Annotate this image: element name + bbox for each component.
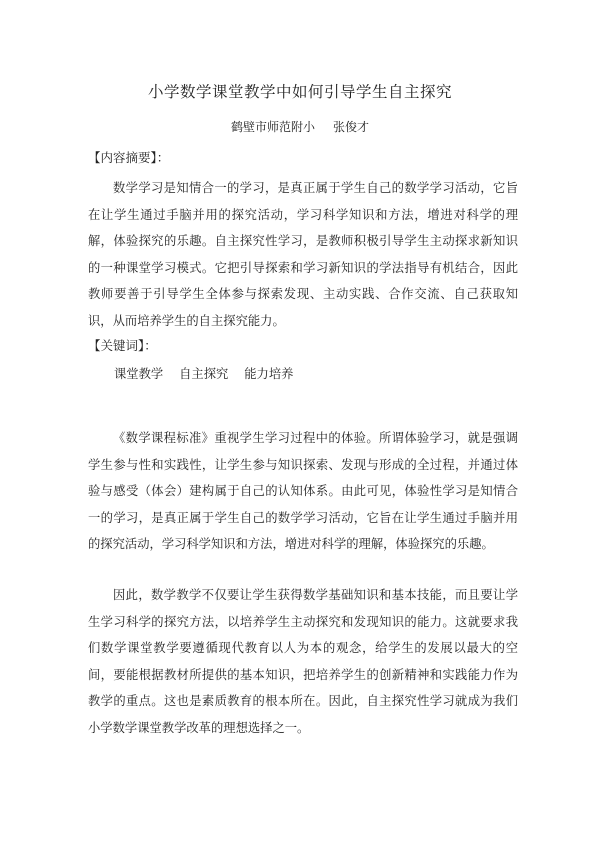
keywords-list [114,364,305,382]
abstract-label: 【内容摘要】： [88,150,170,165]
keyword-item: 课堂教学 [114,367,164,381]
keywords-label: 【关键词】： [88,338,157,353]
author-name: 张俊才 [333,120,370,134]
abstract-paragraph: 数学学习是知情合一的学习，是真正属于学生自己的数学学习活动，它旨在让学生通过手脑并用的探究活动，学习科学知识和方法，增进对科学的理解，体验探究的乐趣。自主探究性学习，是教师积极引导学生主动探求新知识的一种课堂学习模式。它把引导探索和学习新知识的学法指导有机结合，因此教师要善于引导学生全体参与探索发现、主动实践、合作交流、自己获取知识，从而培养学生的自主探究能力。 [88,181,518,328]
byline [0,118,600,135]
school-name: 鹤壁市师范附小 [230,120,315,134]
body-paragraph: 《数学课程标准》重视学生学习过程中的体验。所谓体验学习，就是强调学生参与性和实践性，让学生参与知识探索、发现与形成的全过程，并通过体验与感受（体会）建构属于自己的认知体系。由此可见，体验性学习是知情合一的学习，是真正属于学生自己的数学学习活动，它旨在让学生通过手脑并用的探究活动，学习科学知识和方法，增进对科学的理解，体验探究的乐趣。 [88,431,518,551]
keyword-item: 能力培养 [244,367,294,381]
document-title: 小学数学课堂教学中如何引导学生自主探究 [147,83,452,101]
keyword-item: 自主探究 [179,367,229,381]
body-paragraph: 因此，数学教学不仅要让学生获得数学基础知识和基本技能，而且要让学生学习科学的探究方法，以培养学生主动探究和发现知识的能力。这就要求我们数学课堂教学要遵循现代教育以人为本的观念，给学生的发展以最大的空间，要能根据教材所提供的基本知识，把培养学生的创新精神和实践能力作为教学的重点。这也是素质教育的根本所在。因此，自主探究性学习就成为我们小学数学课堂教学改革的理想选择之一。 [88,588,518,735]
